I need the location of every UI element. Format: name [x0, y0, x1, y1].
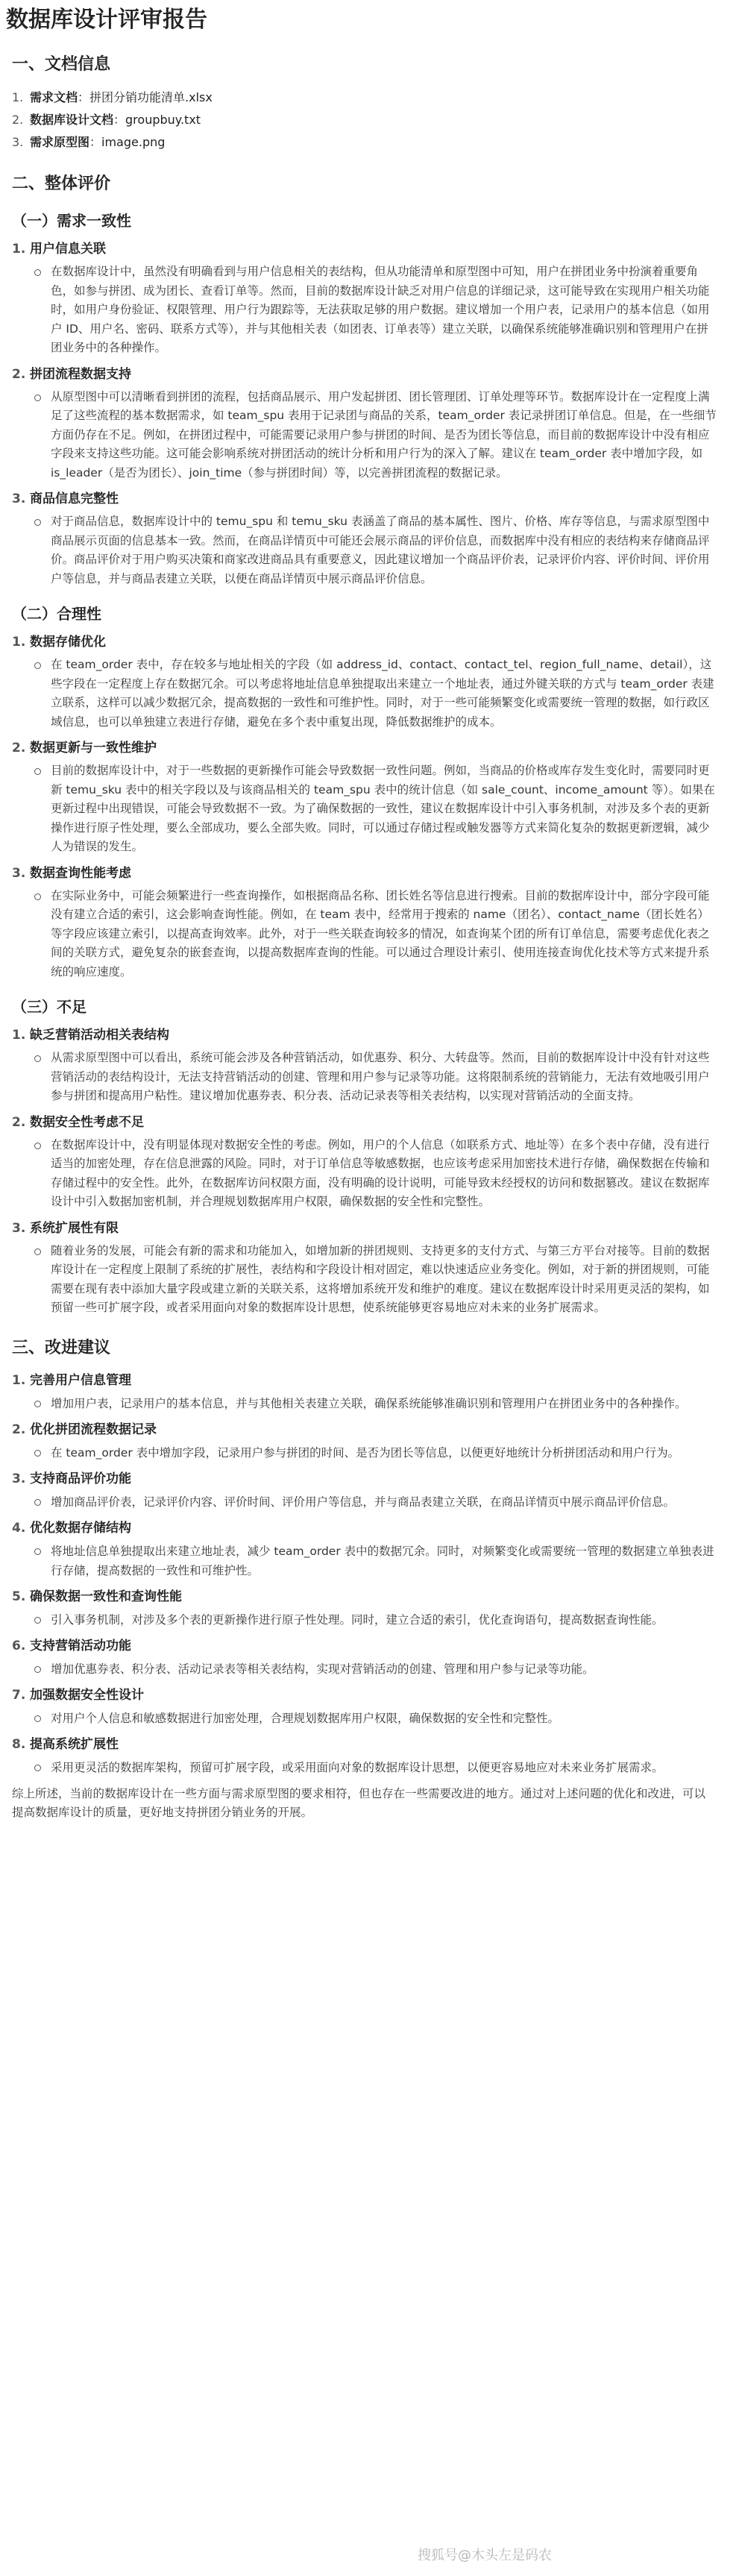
list-item — [6, 863, 717, 982]
subsection-heading-rationality: （二）合理性 — [12, 605, 101, 623]
conclusion-paragraph: 综上所述，当前的数据库设计在一些方面与需求原型图的要求相符，但也存在一些需要改进的地方。通过对上述问题的优化和改进，可以提高数据库设计的质量，更好地支持拼团分销业务的开展。 — [12, 1786, 706, 1819]
item-title: 7. 加强数据安全性设计 — [12, 1687, 144, 1703]
list-item — [6, 1419, 717, 1463]
watermark-text: 搜狐号@木头左是码农 — [418, 2548, 552, 2563]
section-heading-overall: 二、整体评价 — [12, 175, 111, 193]
item-body: 对于商品信息，数据库设计中的 temu_spu 和 temu_sku 表涵盖了商品的基本属性、图片、价格、库存等信息，与需求原型图中商品展示页面的信息基本一致。然而，在商品详情页中可能还会展示商品的评价信息，而数据库中没有相应的表结构来存储商品评价。商品评价对于用户购买决策和商家改进商品具有重要意义，因此建议增加一个商品评价表，记录评价内容、评价时间、评价用户等信息，并与商品表建立关联，以便在商品详情页中展示商品评价信息。 — [51, 512, 717, 588]
list-item — [6, 1218, 717, 1318]
item-title: 6. 支持营销活动功能 — [12, 1638, 131, 1653]
item-body: 目前的数据库设计中，对于一些数据的更新操作可能会导致数据一致性问题。例如，当商品的价格或库存发生变化时，需要同时更新 temu_sku 表中的相关字段以及与该商品相关的 team_spu 表中的统计信息（如 sale_count、income_amount 等）。如果在更新过程中出现错误，可能会导致数据不一致。为了确保数据的一致性，建议在数据库设计中引入事务机制，对涉及多个表的更新操作进行原子性处理，要么全部成功，要么全部失败。同时，可以通过存储过程或触发器等方式来简化复杂的数据更新逻辑，减少人为错误的发生。 — [51, 761, 717, 857]
list-item — [6, 489, 717, 588]
list-item — [6, 239, 717, 358]
item-title: 3. 商品信息完整性 — [12, 491, 119, 506]
item-title: 3. 系统扩展性有限 — [12, 1220, 119, 1236]
item-title: 4. 优化数据存储结构 — [12, 1520, 131, 1536]
item-body: 随着业务的发展，可能会有新的需求和功能加入，如增加新的拼团规则、支持更多的支付方式、与第三方平台对接等。目前的数据库设计在一定程度上限制了系统的扩展性，表结构和字段设计相对固定，难以快速适应业务变化。例如，对于新的拼团规则，可能需要在现有表中添加大量字段或建立新的关联关系，这将增加系统开发和维护的难度。建议在数据库设计时采用更灵活的架构，如预留一些可扩展字段，或者采用面向对象的数据库设计思想，使系统能够更容易地应对未来的业务扩展需求。 — [51, 1242, 717, 1318]
item-body: 从原型图中可以清晰看到拼团的流程，包括商品展示、用户发起拼团、团长管理团、订单处理等环节。数据库设计在一定程度上满足了这些流程的基本数据需求，如 team_spu 表用于记录团与商品的关系，team_order 表记录拼团订单信息。但是，在一些细节方面仍存在不足。例如，在拼团过程中，可能需要记录用户参与拼团的时间、是否为团长等信息，而目前的数据库设计中没有相应字段来支持这些功能。这可能会影响系统对拼团活动的统计分析和用户行为的深入了解。建议在 team_order 表中增加字段，如 is_leader（是否为团长）、join_time（参与拼团时间）等，以完善拼团流程的数据记录。 — [51, 388, 717, 483]
list-item — [6, 1370, 717, 1413]
item-body: 将地址信息单独提取出来建立地址表，减少 team_order 表中的数据冗余。同时，对频繁变化或需要统一管理的数据建立单独表进行存储，提高数据的一致性和可维护性。 — [51, 1542, 717, 1580]
doc-info-item: 3. 需求原型图：image.png — [12, 135, 166, 149]
list-item — [6, 1636, 717, 1679]
section-heading-improvements: 三、改进建议 — [12, 1338, 111, 1357]
item-title: 3. 数据查询性能考虑 — [12, 865, 131, 881]
item-body: 在 team_order 表中，存在较多与地址相关的字段（如 address_id、contact、contact_tel、region_full_name、detail），这些字段在一定程度上存在数据冗余。可以考虑将地址信息单独提取出来建立一个地址表，通过外键关联的方式与 team_order 表建立联系，这样可以减少数据冗余，提高数据的一致性和可维护性。同时，对于一些可能频繁变化或需要统一管理的数据，如行政区域信息，也可以单独建立表进行存储，避免在多个表中重复出现，降低数据维护的成本。 — [51, 656, 717, 732]
item-title: 1. 用户信息关联 — [12, 242, 106, 257]
item-body: 对用户个人信息和敏感数据进行加密处理，合理规划数据库用户权限，确保数据的安全性和完整性。 — [51, 1709, 717, 1728]
doc-info-list — [6, 87, 717, 154]
item-body: 在数据库设计中，没有明显体现对数据安全性的考虑。例如，用户的个人信息（如联系方式、地址等）在多个表中存储，没有进行适当的加密处理，存在信息泄露的风险。同时，对于订单信息等敏感数据，也应该考虑采用加密技术进行存储，确保数据在传输和存储过程中的安全性。此外，在数据库访问权限方面，没有明确的设计说明，可能导致未经授权的访问和数据篡改。建议在数据库设计中引入数据加密机制，并合理规划数据库用户权限，确保数据的安全性和完整性。 — [51, 1136, 717, 1212]
item-title: 1. 完善用户信息管理 — [12, 1372, 131, 1388]
subsection-heading-consistency: （一）需求一致性 — [12, 212, 131, 230]
doc-info-item: 1. 需求文档：拼团分销功能清单.xlsx — [12, 90, 213, 104]
list-item — [6, 1685, 717, 1728]
list-item — [6, 1112, 717, 1212]
list-item — [6, 1734, 717, 1777]
item-title: 1. 数据存储优化 — [12, 635, 106, 650]
list-item — [6, 1518, 717, 1580]
item-body: 增加优惠券表、积分表、活动记录表等相关表结构，实现对营销活动的创建、管理和用户参与记录等功能。 — [51, 1659, 717, 1679]
item-body: 从需求原型图中可以看出，系统可能会涉及各种营销活动，如优惠券、积分、大转盘等。然而，目前的数据库设计中没有针对这些营销活动的表结构设计，无法支持营销活动的创建、管理和用户参与记录等功能。这将限制系统的营销能力，无法有效地吸引用户参与拼团和提高用户粘性。建议增加优惠券表、积分表、活动记录表等相关表结构，以实现对营销活动的全面支持。 — [51, 1049, 717, 1106]
item-body: 增加用户表，记录用户的基本信息，并与其他相关表建立关联，确保系统能够准确识别和管理用户在拼团业务中的各种操作。 — [51, 1394, 717, 1413]
list-item — [6, 1025, 717, 1106]
item-body: 在实际业务中，可能会频繁进行一些查询操作，如根据商品名称、团长姓名等信息进行搜索。目前的数据库设计中，部分字段可能没有建立合适的索引，这会影响查询性能。例如，在 team 表中，经常用于搜索的 name（团名）、contact_name（团长姓名）等字段应该建立索引，以提高查询效率。此外，对于一些关联查询较多的情况，如查询某个团的所有订单信息，需要考虑优化表之间的关联方式，避免复杂的嵌套查询，以提高数据库查询的性能。可以通过合理设计索引、使用连接查询优化技术等方式来提升系统的响应速度。 — [51, 887, 717, 982]
item-body: 引入事务机制，对涉及多个表的更新操作进行原子性处理。同时，建立合适的索引，优化查询语句，提高数据查询性能。 — [51, 1610, 717, 1630]
list-item — [6, 738, 717, 857]
item-title: 2. 优化拼团流程数据记录 — [12, 1421, 157, 1437]
item-body: 增加商品评价表，记录评价内容、评价时间、评价用户等信息，并与商品表建立关联，在商品详情页中展示商品评价信息。 — [51, 1492, 717, 1512]
list-item — [6, 632, 717, 732]
item-body: 在 team_order 表中增加字段，记录用户参与拼团的时间、是否为团长等信息，以便更好地统计分析拼团活动和用户行为。 — [51, 1443, 717, 1463]
item-title: 3. 支持商品评价功能 — [12, 1471, 131, 1486]
doc-info-item: 2. 数据库设计文档：groupbuy.txt — [12, 113, 201, 127]
list-item — [6, 1586, 717, 1630]
list-item — [6, 1468, 717, 1512]
item-title: 1. 缺乏营销活动相关表结构 — [12, 1028, 169, 1043]
item-title: 2. 数据更新与一致性维护 — [12, 741, 157, 755]
list-item — [6, 364, 717, 483]
section-heading-doc-info: 一、文档信息 — [12, 55, 111, 74]
item-title: 2. 拼团流程数据支持 — [12, 366, 131, 382]
item-body: 在数据库设计中，虽然没有明确看到与用户信息相关的表结构，但从功能清单和原型图中可知，用户在拼团业务中扮演着重要角色，如参与拼团、成为团长、查看订单等。然而，目前的数据库设计缺乏对用户信息的详细记录，这可能导致在实现用户相关功能时，如用户身份验证、权限管理、用户行为跟踪等，无法获取足够的用户数据。建议增加一个用户表，记录用户的基本信息（如用户 ID、用户名、密码、联系方式等），并与其他相关表（如团表、订单表等）建立关联，以确保系统能够准确识别和管理用户在拼团业务中的各种操作。 — [51, 263, 717, 358]
item-title: 8. 提高系统扩展性 — [12, 1736, 119, 1752]
page-title: 数据库设计评审报告 — [6, 7, 207, 33]
item-title: 5. 确保数据一致性和查询性能 — [12, 1589, 182, 1604]
item-body: 采用更灵活的数据库架构，预留可扩展字段，或采用面向对象的数据库设计思想，以便更容易地应对未来业务扩展需求。 — [51, 1758, 717, 1777]
item-title: 2. 数据安全性考虑不足 — [12, 1114, 144, 1130]
subsection-heading-deficiencies: （三）不足 — [12, 998, 87, 1016]
